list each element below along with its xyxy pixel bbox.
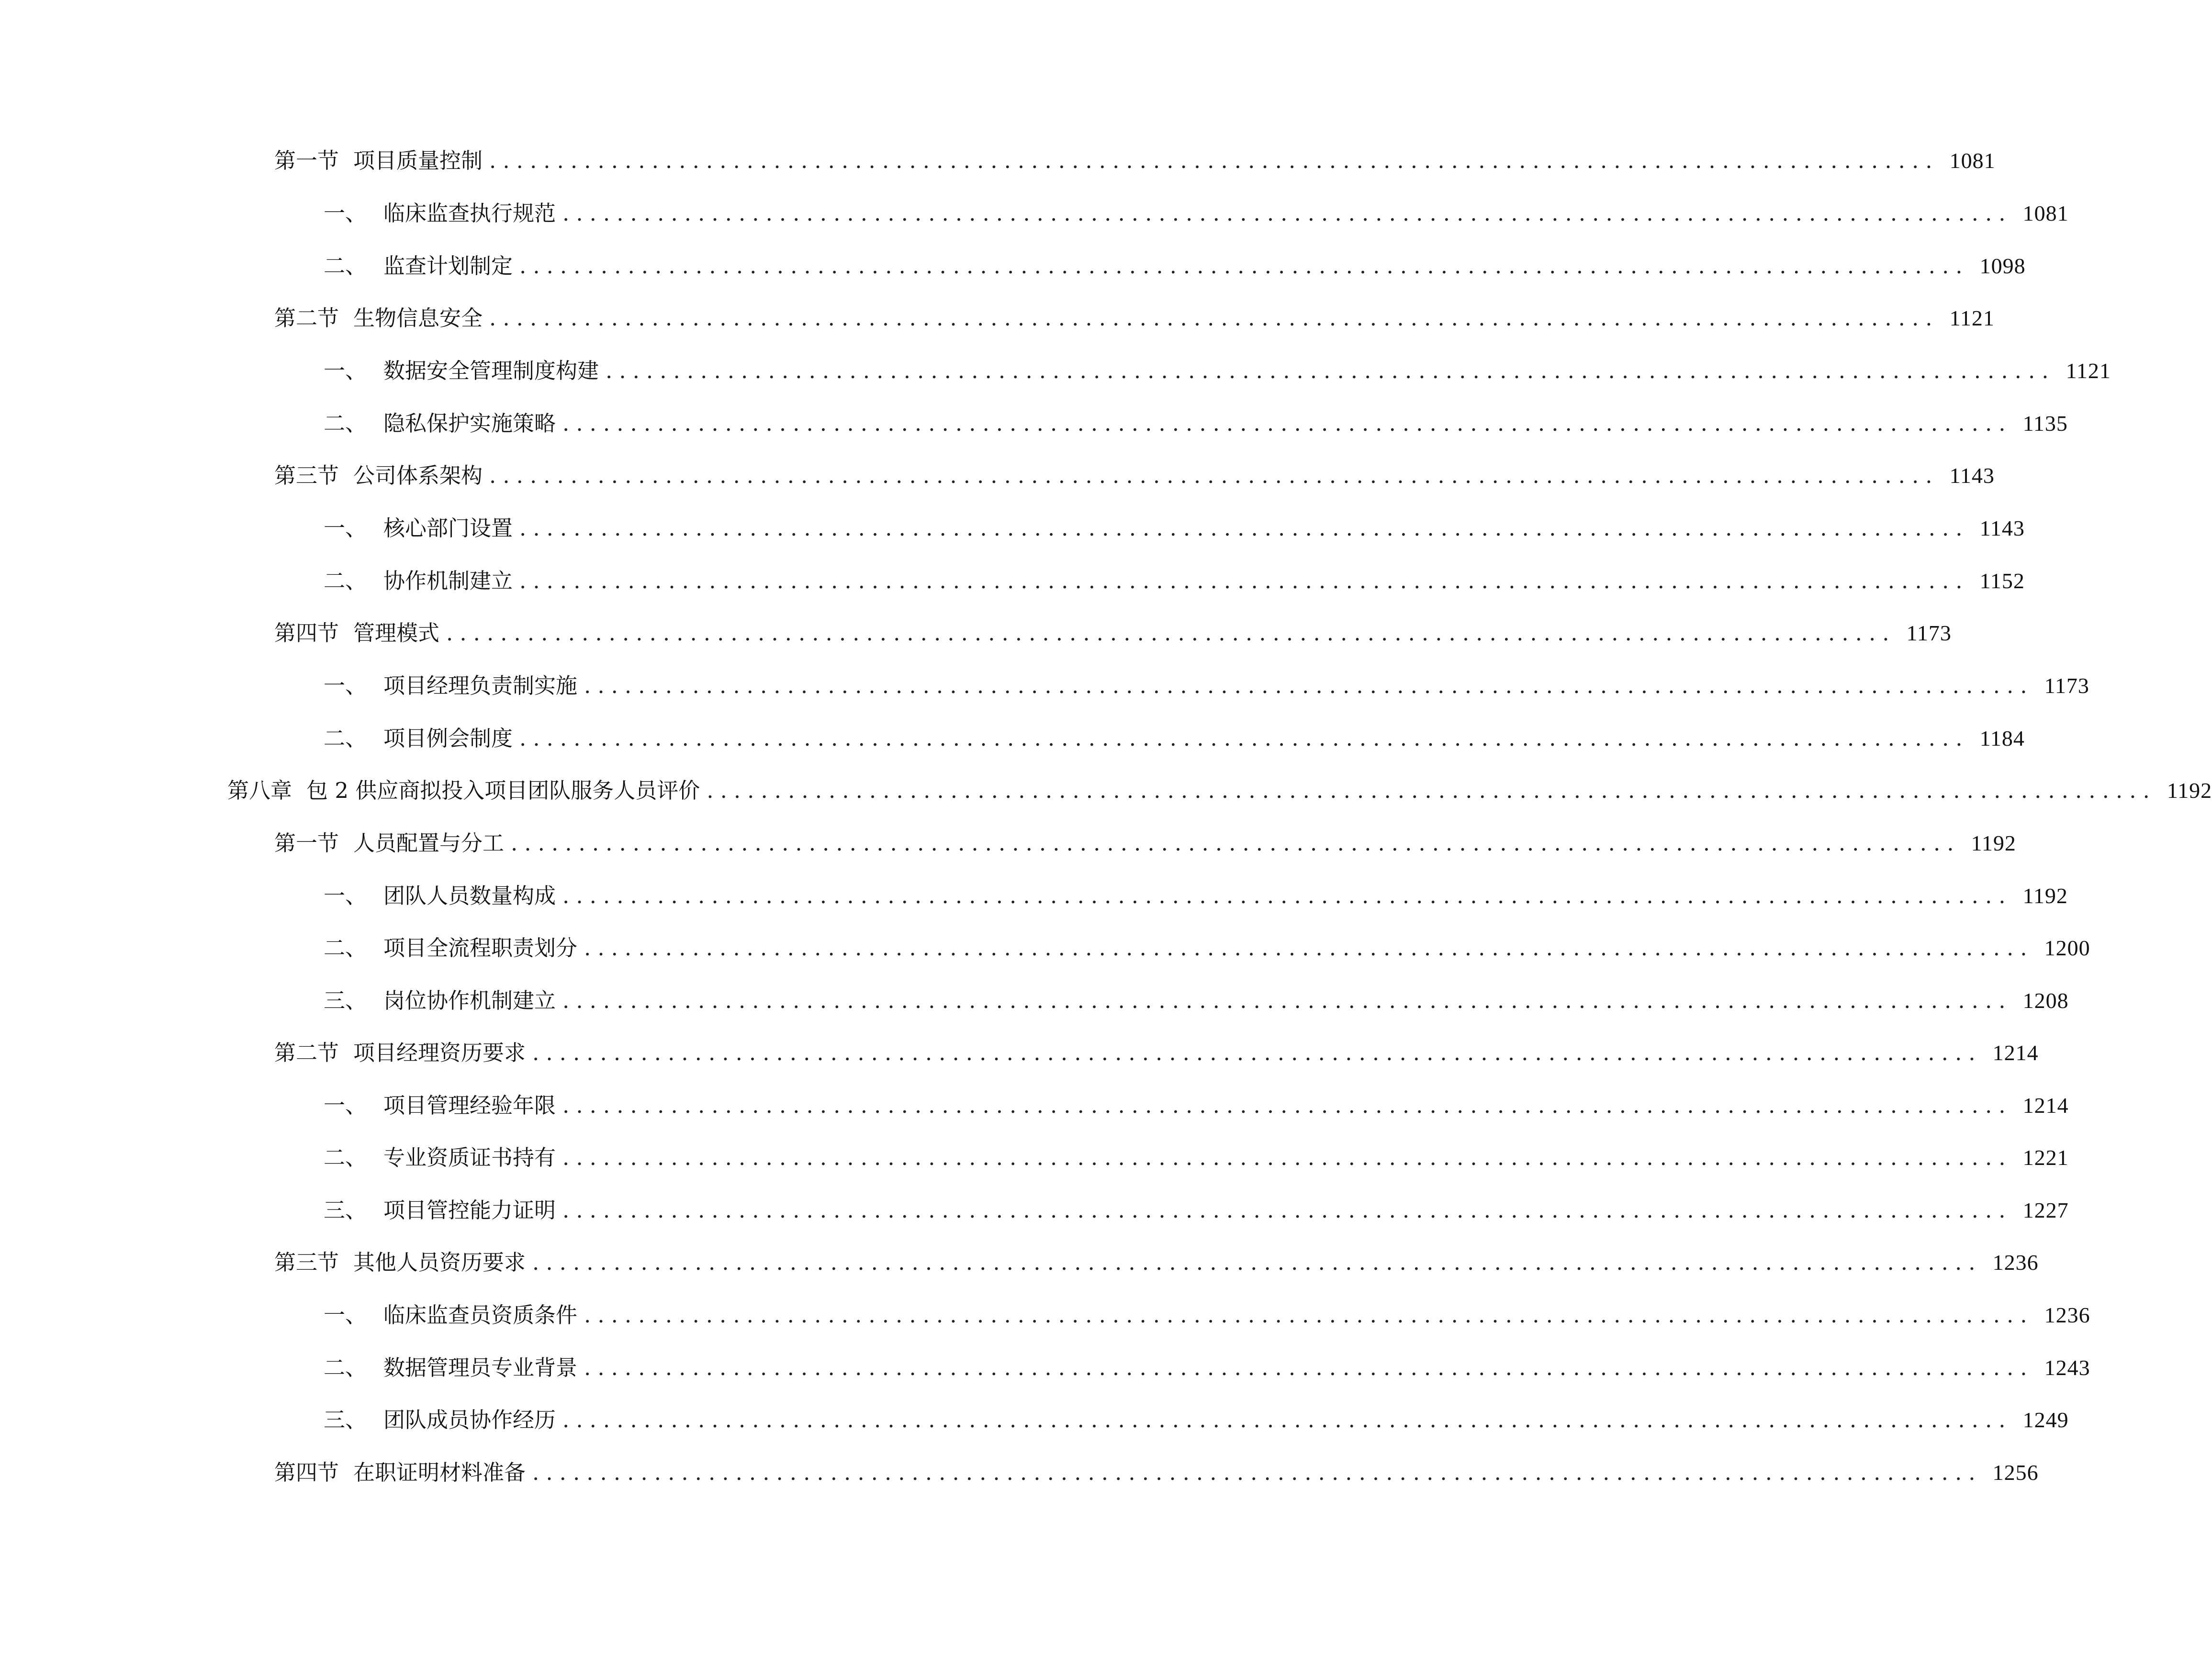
toc-entry-title: 项目管理经验年限 [383, 1093, 556, 1118]
toc-entry-title: 数据管理员专业背景 [383, 1355, 578, 1380]
toc-section-label: 第一节 [274, 830, 339, 856]
toc-leader-dots: ........................................................................................................... [532, 1460, 1982, 1485]
toc-page-number: 1184 [1979, 726, 2025, 750]
toc-item-number: 二、 [324, 411, 367, 436]
toc-entry-title: 项目经理负责制实施 [383, 673, 578, 698]
toc-item-number: 二、 [324, 935, 367, 961]
toc-item-number: 二、 [324, 1145, 367, 1170]
toc-page-number: 1173 [2044, 673, 2089, 698]
toc-item-number: 二、 [324, 568, 367, 593]
toc-page-number: 1081 [2022, 201, 2069, 225]
toc-entry-section[interactable] [274, 1454, 2039, 1492]
toc-entry-item[interactable] [324, 667, 2089, 705]
toc-page-number: 1236 [2044, 1303, 2090, 1327]
toc-entry-title: 包 2 供应商拟投入项目团队服务人员评价 [306, 778, 700, 803]
toc-entry-title: 项目经理资历要求 [353, 1040, 526, 1065]
toc-item-number: 一、 [324, 358, 367, 383]
toc-leader-dots: ........................................................................................................... [562, 1145, 2012, 1170]
toc-leader-dots: ........................................................................................................... [562, 883, 2012, 908]
toc-section-label: 第三节 [274, 1250, 339, 1275]
toc-entry-item[interactable] [324, 404, 2068, 443]
toc-leader-dots: ........................................................................................................... [489, 305, 1939, 331]
toc-page-number: 1121 [2066, 358, 2111, 383]
toc-page-number: 1143 [1949, 463, 1995, 488]
toc-entry-title: 岗位协作机制建立 [383, 988, 556, 1013]
toc-entry-section[interactable] [274, 142, 1996, 180]
toc-entry-section[interactable] [274, 457, 1995, 495]
toc-entry-item[interactable] [324, 982, 2069, 1020]
toc-entry-title: 生物信息安全 [353, 305, 483, 331]
toc-entry-item[interactable] [324, 1086, 2069, 1125]
toc-entry-title: 核心部门设置 [383, 515, 513, 541]
toc-leader-dots: ........................................................................................................... [519, 515, 1969, 541]
toc-entry-item[interactable] [324, 1296, 2090, 1334]
toc-page-number: 1121 [1949, 306, 1995, 330]
toc-entry-item[interactable] [324, 1191, 2069, 1230]
toc-chapter-label: 第八章 [227, 778, 292, 803]
toc-entry-title: 团队人员数量构成 [383, 883, 556, 908]
toc-entry-title: 团队成员协作经历 [383, 1407, 556, 1433]
toc-entry-item[interactable] [324, 1139, 2069, 1177]
toc-page-number: 1208 [2022, 988, 2069, 1013]
toc-item-number: 二、 [324, 253, 367, 279]
toc-page-number: 1143 [1979, 516, 2025, 540]
toc-entry-section[interactable] [274, 299, 1995, 337]
toc-entry-section[interactable] [274, 1034, 2039, 1072]
toc-entry-title: 数据安全管理制度构建 [383, 358, 599, 383]
toc-entry-title: 隐私保护实施策略 [383, 411, 556, 436]
toc-page-number: 1081 [1949, 148, 1996, 173]
toc-item-number: 二、 [324, 1355, 367, 1380]
toc-section-label: 第四节 [274, 1460, 339, 1485]
toc-entry-title: 临床监查员资质条件 [383, 1302, 578, 1328]
toc-leader-dots: ........................................................................................................... [562, 201, 2012, 226]
toc-leader-dots: ........................................................................................................... [446, 620, 1896, 646]
toc-entry-title: 专业资质证书持有 [383, 1145, 556, 1170]
toc-section-label: 第二节 [274, 1040, 339, 1065]
toc-entry-title: 协作机制建立 [383, 568, 513, 593]
toc-page-number: 1256 [1992, 1460, 2039, 1485]
toc-entry-item[interactable] [324, 562, 2025, 600]
toc-leader-dots: ........................................................................................................... [489, 148, 1939, 173]
toc-entry-item[interactable] [324, 247, 2026, 285]
toc-leader-dots: ........................................................................................................... [519, 568, 1969, 593]
toc-item-number: 一、 [324, 673, 367, 698]
toc-entry-item[interactable] [324, 877, 2068, 915]
toc-item-number: 三、 [324, 988, 367, 1013]
toc-page-number: 1221 [2022, 1145, 2069, 1170]
toc-page-number: 1249 [2022, 1408, 2069, 1432]
toc-entry-title: 监查计划制定 [383, 253, 513, 279]
toc-leader-dots: ........................................................................................................... [562, 988, 2012, 1013]
toc-item-number: 二、 [324, 726, 367, 751]
toc-page-number: 1152 [1979, 569, 2025, 593]
toc-entry-title: 项目例会制度 [383, 726, 513, 751]
toc-leader-dots: ........................................................................................................... [532, 1250, 1982, 1275]
toc-leader-dots: ........................................................................................................... [562, 1093, 2012, 1118]
toc-leader-dots: ........................................................................................................... [562, 1198, 2012, 1223]
toc-entry-title: 临床监查执行规范 [383, 201, 556, 226]
toc-page-number: 1200 [2044, 936, 2090, 960]
toc-leader-dots: ........................................................................................................... [519, 253, 1969, 279]
toc-leader-dots: ........................................................................................................... [707, 778, 2156, 803]
toc-item-number: 三、 [324, 1198, 367, 1223]
toc-entry-title: 其他人员资历要求 [353, 1250, 526, 1275]
toc-page-number: 1214 [2022, 1093, 2069, 1118]
toc-leader-dots: ........................................................................................................... [584, 1302, 2034, 1328]
toc-entry-section[interactable] [274, 1243, 2039, 1282]
toc-item-number: 三、 [324, 1407, 367, 1433]
toc-page-number: 1243 [2044, 1355, 2090, 1380]
toc-entry-section[interactable] [274, 614, 1952, 652]
toc-entry-title: 公司体系架构 [353, 463, 483, 488]
toc-page-number: 1098 [1979, 254, 2026, 278]
toc-section-label: 第三节 [274, 463, 339, 488]
toc-entry-title: 管理模式 [353, 620, 440, 646]
toc-item-number: 一、 [324, 883, 367, 908]
toc-leader-dots: ........................................................................................................... [606, 358, 2055, 383]
toc-entry-section[interactable] [274, 824, 2016, 862]
toc-item-number: 一、 [324, 515, 367, 541]
toc-leader-dots: ........................................................................................................... [532, 1040, 1982, 1065]
toc-entry-title: 项目全流程职责划分 [383, 935, 578, 961]
toc-leader-dots: ........................................................................................................... [584, 935, 2034, 961]
toc-page-number: 1192 [1971, 831, 2016, 855]
toc-section-label: 第二节 [274, 305, 339, 331]
toc-leader-dots: ........................................................................................................... [562, 411, 2012, 436]
toc-page-number: 1192 [2022, 884, 2068, 908]
toc-page-number: 1236 [1992, 1250, 2039, 1275]
toc-section-label: 第一节 [274, 148, 339, 173]
toc-page-number: 1135 [2022, 411, 2068, 436]
toc-entry-item[interactable] [324, 352, 2111, 390]
toc-entry-item[interactable] [324, 509, 2025, 548]
toc-page-number: 1173 [1906, 621, 1952, 645]
toc-entry-title: 在职证明材料准备 [353, 1460, 526, 1485]
toc-leader-dots: ........................................................................................................... [584, 673, 2034, 698]
toc-page-number: 1192 [2167, 778, 2212, 803]
toc-leader-dots: ........................................................................................................... [562, 1407, 2012, 1433]
toc-leader-dots: ........................................................................................................... [519, 726, 1969, 751]
toc-leader-dots: ........................................................................................................... [511, 830, 1961, 856]
toc-entry-title: 人员配置与分工 [353, 830, 505, 856]
toc-entry-title: 项目质量控制 [353, 148, 483, 173]
toc-entry-chapter[interactable] [227, 772, 2212, 810]
toc-entry-item[interactable] [324, 194, 2069, 233]
toc-entry-item[interactable] [324, 1349, 2090, 1387]
toc-entry-item[interactable] [324, 719, 2025, 758]
toc-page-number: 1227 [2022, 1198, 2069, 1222]
toc-entry-title: 项目管控能力证明 [383, 1198, 556, 1223]
toc-entry-item[interactable] [324, 1401, 2069, 1439]
toc-leader-dots: ........................................................................................................... [584, 1355, 2034, 1380]
toc-entry-item[interactable] [324, 929, 2090, 967]
toc-page-number: 1214 [1992, 1041, 2039, 1065]
toc-item-number: 一、 [324, 1302, 367, 1328]
toc-item-number: 一、 [324, 1093, 367, 1118]
toc-section-label: 第四节 [274, 620, 339, 646]
toc-item-number: 一、 [324, 201, 367, 226]
toc-leader-dots: ........................................................................................................... [489, 463, 1939, 488]
